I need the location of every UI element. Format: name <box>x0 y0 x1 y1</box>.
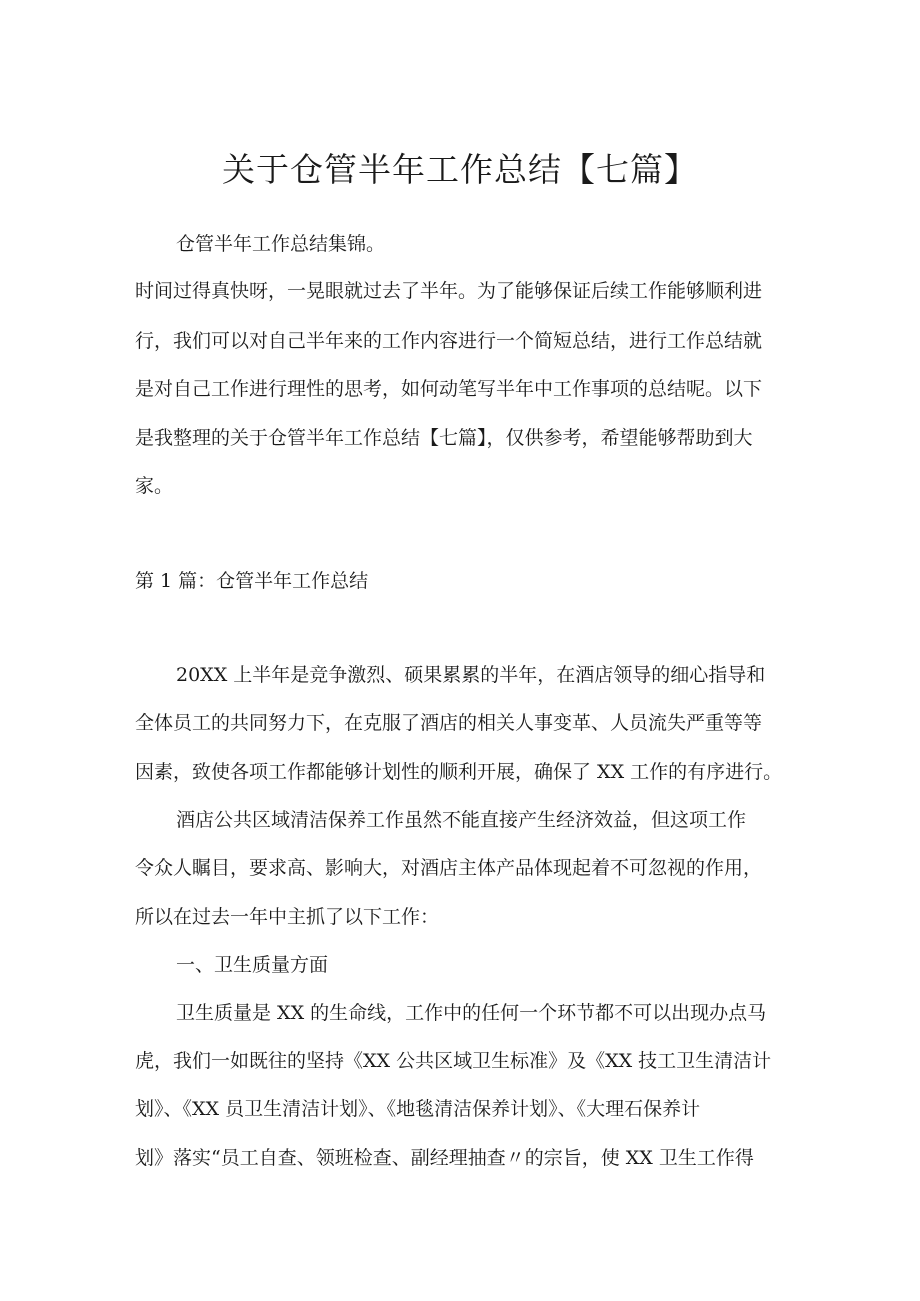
subtitle-line: 仓管半年工作总结集锦。 <box>176 233 386 255</box>
intro-line-3: 是对自己工作进行理性的思考，如何动笔写半年中工作事项的总结呢。以下 <box>135 378 763 400</box>
intro-line-4: 是我整理的关于仓管半年工作总结【七篇】，仅供参考，希望能够帮助到大 <box>135 427 753 449</box>
para1-line-1: 20XX 上半年是竞争激烈、硕果累累的半年，在酒店领导的细心指导和 <box>176 664 766 686</box>
para2-line-1: 酒店公共区域清洁保养工作虽然不能直接产生经济效益，但这项工作 <box>176 809 747 831</box>
intro-line-2: 行，我们可以对自己半年来的工作内容进行一个简短总结，进行工作总结就 <box>135 330 763 352</box>
para3-line-4: 划》落实“员工自查、领班检查、副经理抽查〃的宗旨，使 XX 卫生工作得 <box>135 1147 754 1169</box>
para1-line-2: 全体员工的共同努力下，在克服了酒店的相关人事变革、人员流失严重等等 <box>135 712 763 734</box>
intro-line-1: 时间过得真快呀，一晃眼就过去了半年。为了能够保证后续工作能够顺利进 <box>135 280 763 302</box>
para2-line-3: 所以在过去一年中主抓了以下工作： <box>135 906 440 928</box>
para3-line-3: 划》、《XX 员卫生清洁计划》、《地毯清洁保养计划》、《大理石保养计 <box>135 1098 701 1120</box>
para3-line-1: 卫生质量是 XX 的生命线，工作中的任何一个环节都不可以出现办点马 <box>176 1002 767 1024</box>
section1-heading: 第 1 篇：仓管半年工作总结 <box>135 570 369 592</box>
para2-line-2: 令众人瞩目，要求高、影响大，对酒店主体产品体现起着不可忽视的作用， <box>135 857 763 879</box>
para1-line-3: 因素，致使各项工作都能够计划性的顺利开展，确保了 XX 工作的有序进行。 <box>135 761 783 783</box>
subheading-1: 一、卫生质量方面 <box>176 954 329 976</box>
para3-line-2: 虎，我们一如既往的坚持《XX 公共区域卫生标准》及《XX 技工卫生清洁计 <box>135 1050 772 1072</box>
document-title: 关于仓管半年工作总结【七篇】 <box>222 150 698 189</box>
intro-line-5: 家。 <box>135 475 174 497</box>
